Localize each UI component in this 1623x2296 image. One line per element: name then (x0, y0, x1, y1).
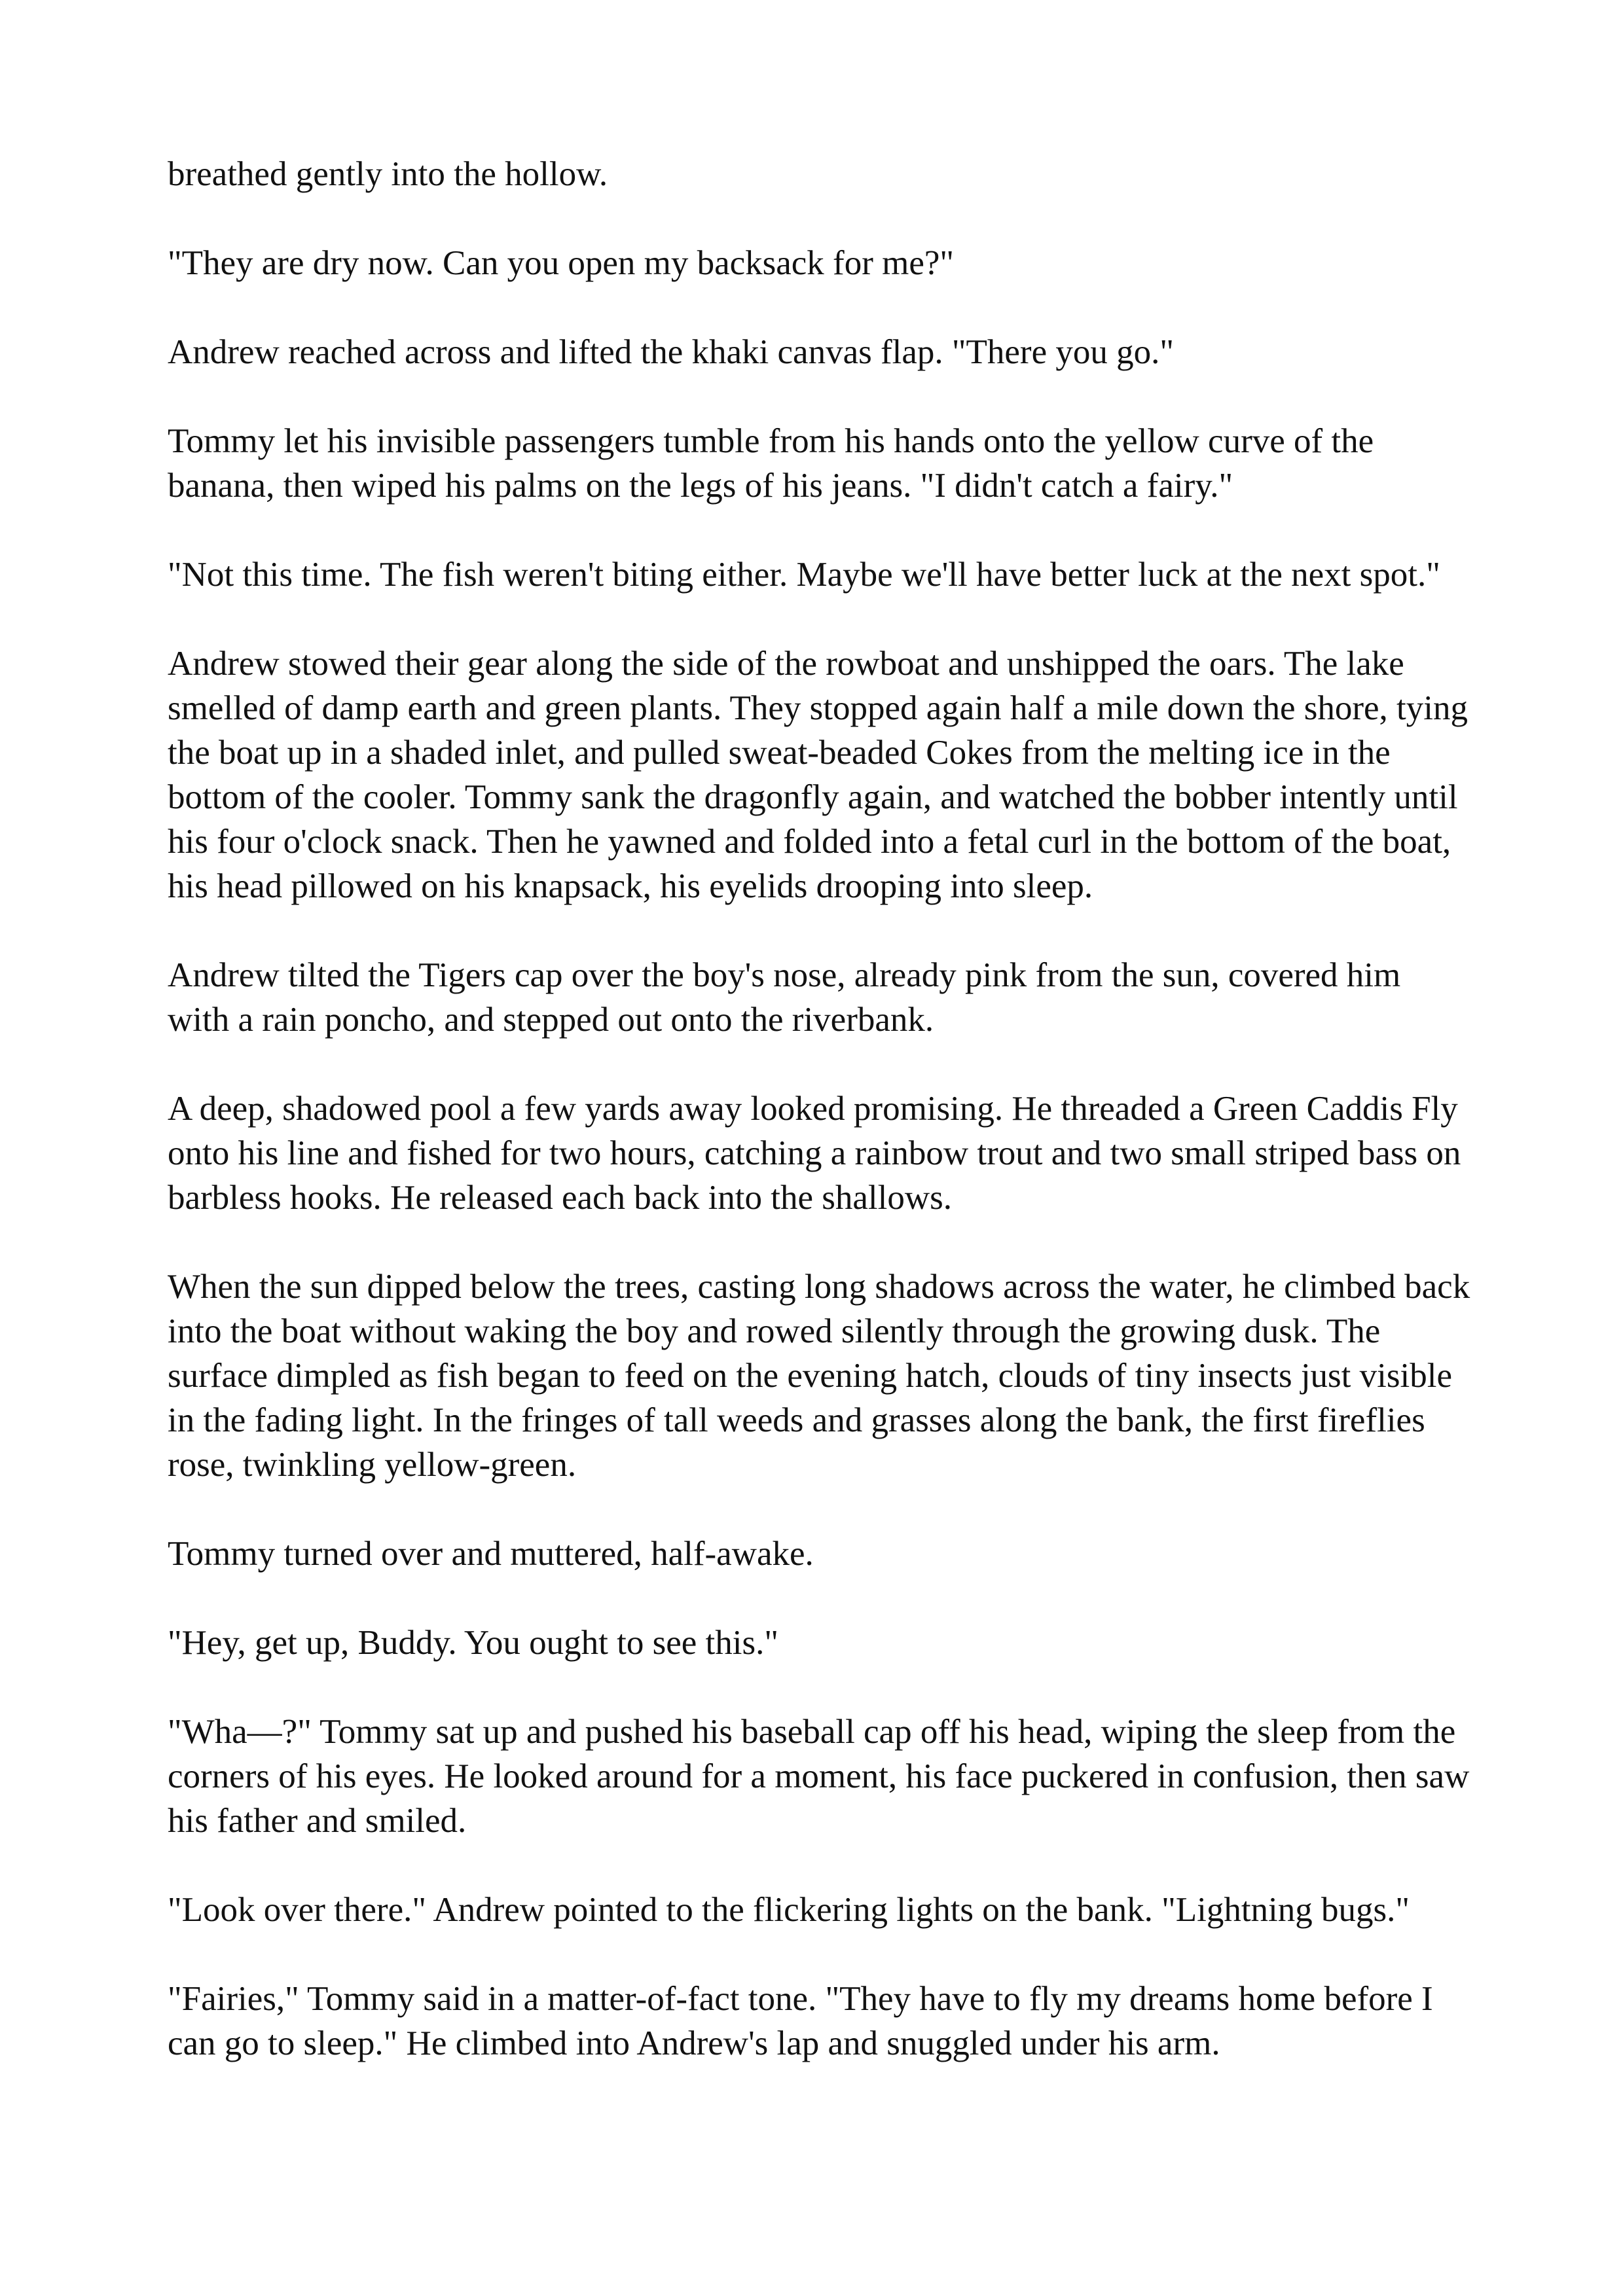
paragraph-5: "Not this time. The fish weren't biting either. Maybe we'll have better luck at the next spot." (168, 556, 1440, 594)
paragraph-10: Tommy turned over and muttered, half-awake. (168, 1535, 814, 1573)
paragraph-3: Andrew reached across and lifted the khaki canvas flap. "There you go." (168, 333, 1174, 371)
paragraph-1: breathed gently into the hollow. (168, 155, 608, 193)
paragraph-12: "Wha—?" Tommy sat up and pushed his baseball cap off his head, wiping the sleep from the corners of his eyes. He looked around for a moment, his face puckered in confusion, then saw his father and smiled. (168, 1713, 1470, 1840)
paragraph-13: "Look over there." Andrew pointed to the flickering lights on the bank. "Lightning bugs." (168, 1891, 1410, 1929)
paragraph-8: A deep, shadowed pool a few yards away looked promising. He threaded a Green Caddis Fly onto his line and fished for two hours, catching a rainbow trout and two small striped bass on barbless hooks. He released each back into the shallows. (168, 1090, 1461, 1217)
paragraph-2: "They are dry now. Can you open my backsack for me?" (168, 244, 955, 282)
paragraph-7: Andrew tilted the Tigers cap over the boy's nose, already pink from the sun, covered him with a rain poncho, and stepped out onto the riverbank. (168, 956, 1401, 1039)
paragraph-14: "Fairies," Tommy said in a matter-of-fact tone. "They have to fly my dreams home before I can go to sleep." He climbed into Andrew's lap and snuggled under his arm. (168, 1980, 1433, 2062)
paragraph-4: Tommy let his invisible passengers tumble from his hands onto the yellow curve of the banana, then wiped his palms on the legs of his jeans. "I didn't catch a fairy." (168, 422, 1374, 505)
paragraph-11: "Hey, get up, Buddy. You ought to see this." (168, 1624, 778, 1662)
body-text (168, 152, 1470, 2110)
paragraph-9: When the sun dipped below the trees, casting long shadows across the water, he climbed back into the boat without waking the boy and rowed silently through the growing dusk. The surface dimpled as fish began to feed on the evening hatch, clouds of tiny insects just visible in the fading light. In the fringes of tall weeds and grasses along the bank, the first fireflies rose, twinkling yellow-green. (168, 1268, 1470, 1484)
paragraph-6: Andrew stowed their gear along the side of the rowboat and unshipped the oars. The lake smelled of damp earth and green plants. They stopped again half a mile down the shore, tying the boat up in a shaded inlet, and pulled sweat-beaded Cokes from the melting ice in the bottom of the cooler. Tommy sank the dragonfly again, and watched the bobber intently until his four o'clock snack. Then he yawned and folded into a fetal curl in the bottom of the boat, his head pillowed on his knapsack, his eyelids drooping into sleep. (168, 645, 1468, 905)
